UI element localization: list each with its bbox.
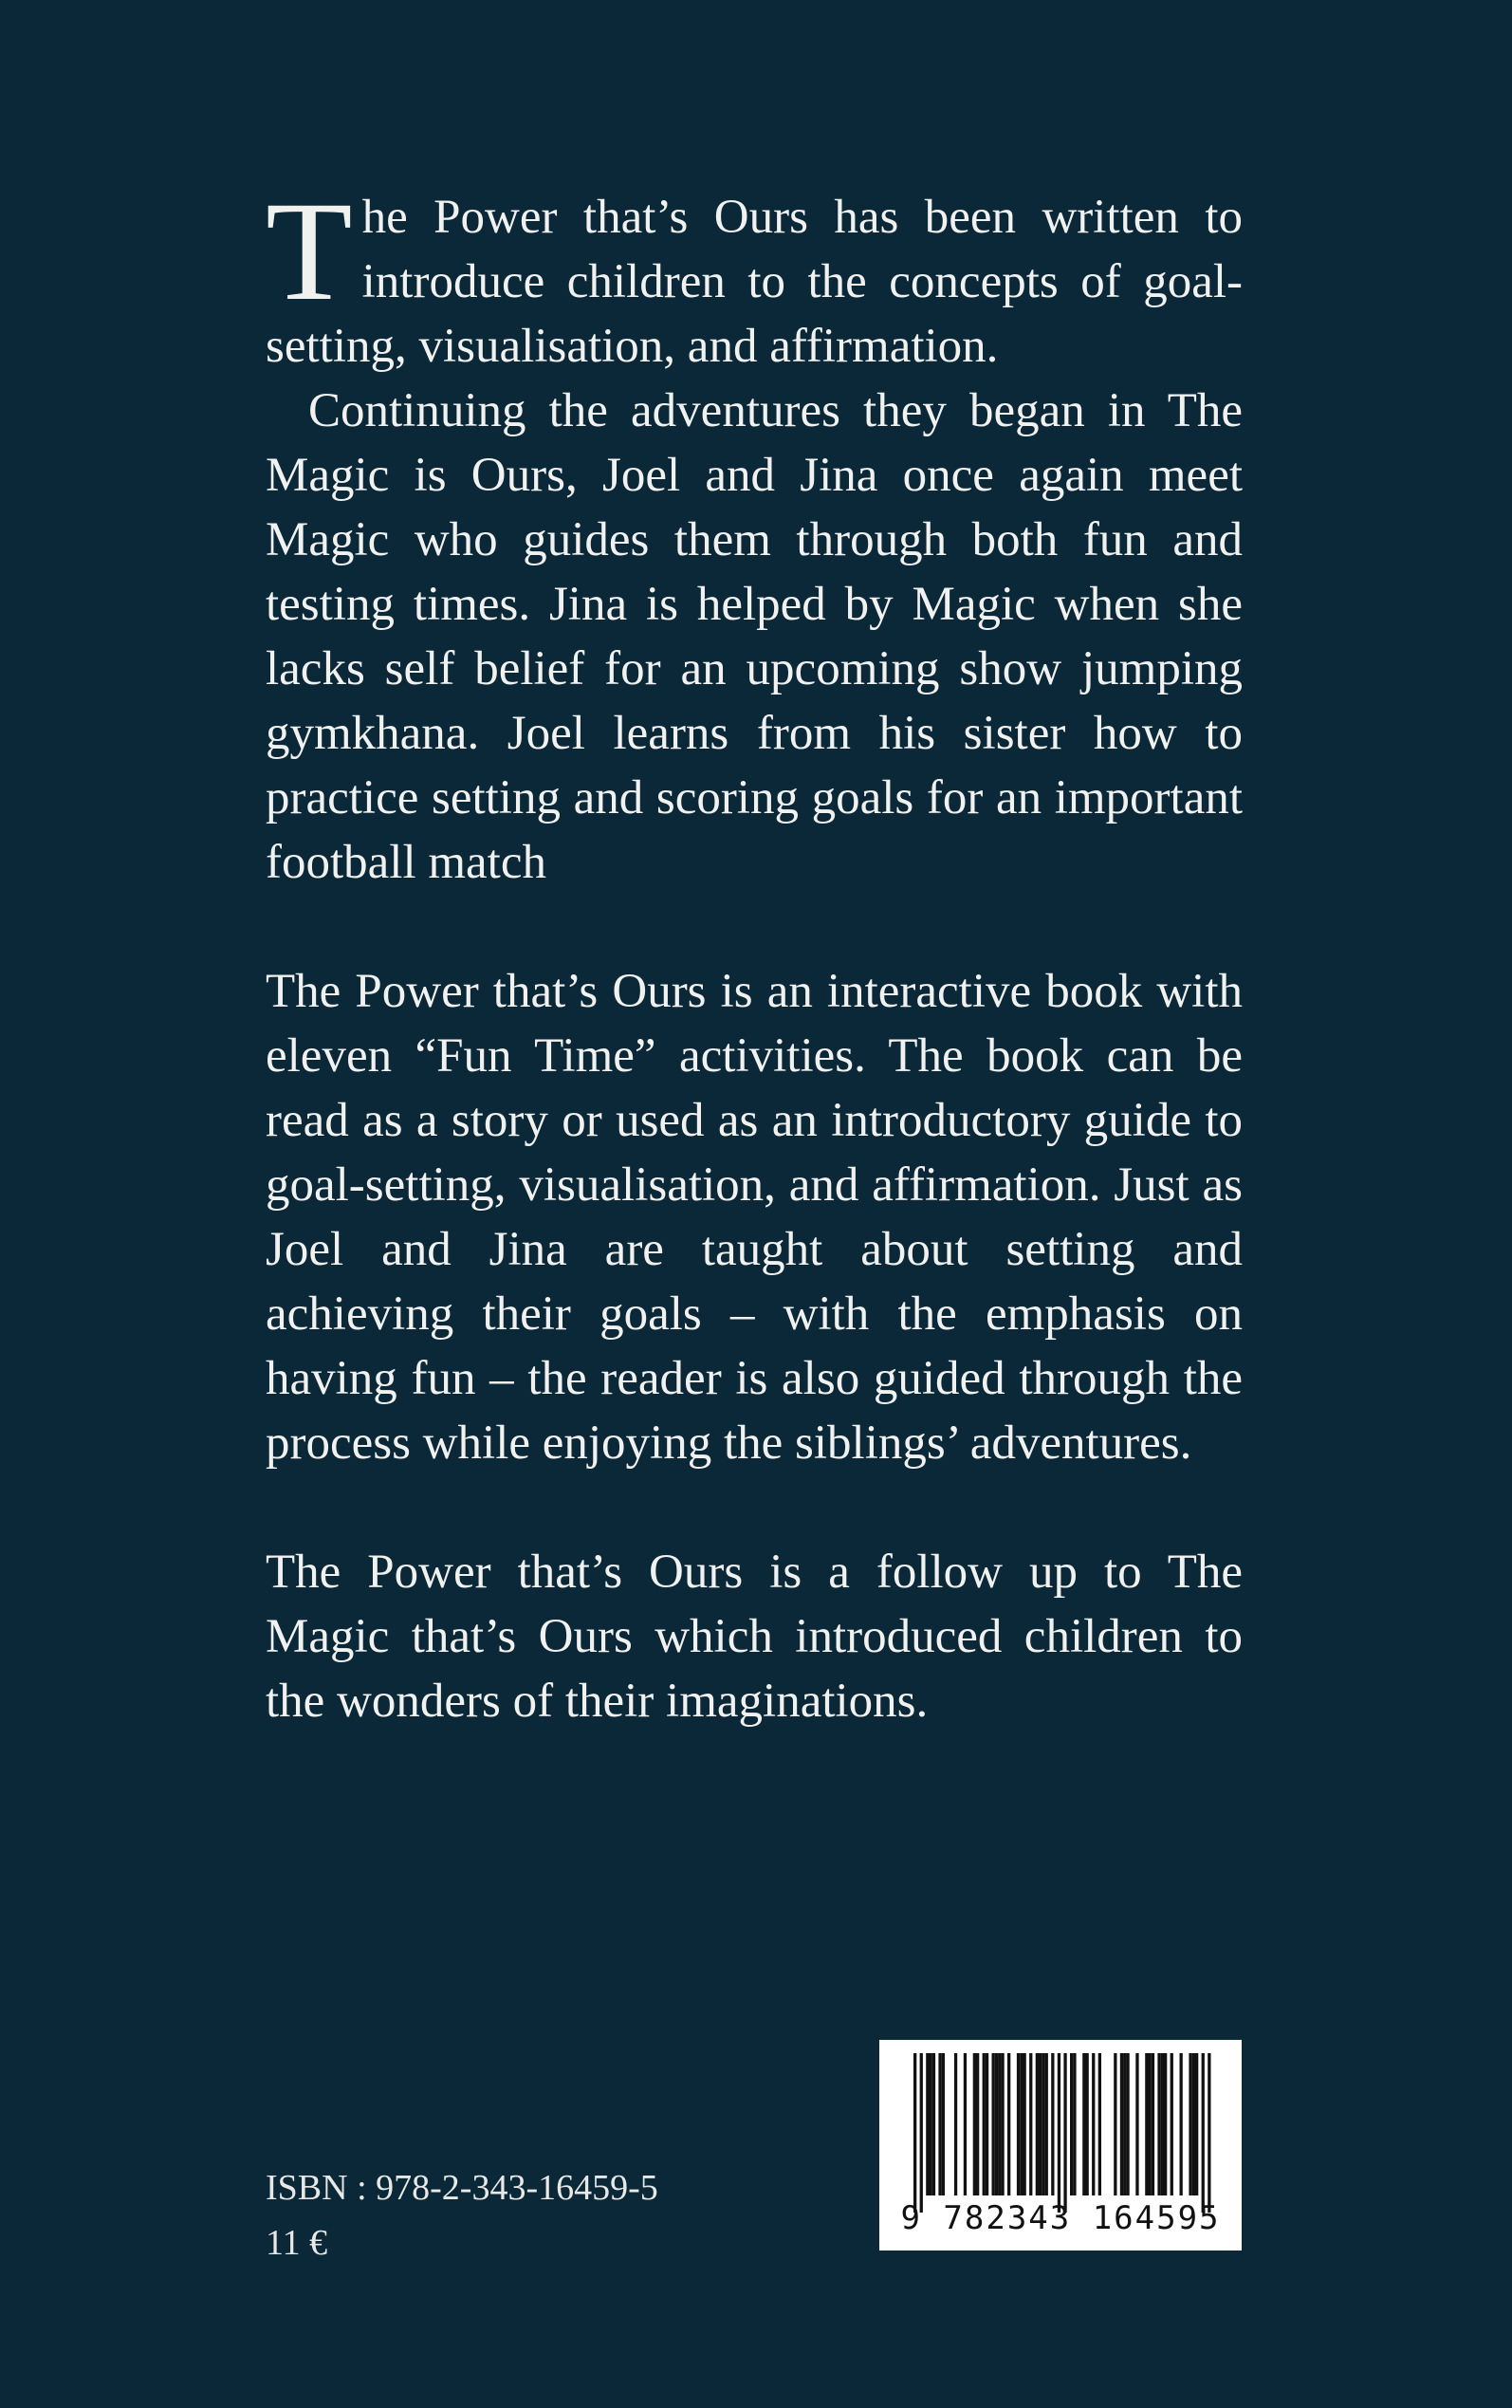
blurb-paragraph-1 — [266, 173, 1243, 379]
barcode-bar — [1029, 2053, 1032, 2195]
barcode-bar — [1161, 2053, 1164, 2195]
barcode-bar — [1092, 2053, 1095, 2195]
barcode-bar — [976, 2053, 979, 2195]
barcode-guard-bar — [1208, 2053, 1210, 2213]
barcode-bar — [1001, 2053, 1004, 2195]
barcode-bar — [1149, 2053, 1152, 2195]
barcode-bar — [1180, 2053, 1183, 2195]
barcode-bar — [1073, 2053, 1076, 2195]
barcode-bar — [1171, 2053, 1173, 2195]
barcode-bar — [1020, 2053, 1023, 2195]
barcode-bar — [1126, 2053, 1129, 2195]
blurb-paragraph-4: The Power that’s Ours is a follow up to The Magic that’s Ours which introduced children to the wonders of their imaginations. — [266, 1546, 1243, 1728]
blurb-paragraph-2: Continuing the adventures they began in The Magic is Ours, Joel and Jina once again meet Magic who guides them through both fun and testing times. Jina is helped by Magic when she lacks self belief for an upcoming show jumping gymkhana. Joel learns from his sister how to practice setting and scoring goals for an important football match — [266, 384, 1243, 889]
barcode-number: 9 782343 164595 — [900, 2199, 1221, 2237]
barcode-bar — [1036, 2053, 1039, 2195]
drop-cap: T — [266, 173, 353, 330]
barcode-bar — [1045, 2053, 1048, 2195]
barcode-bar — [1114, 2053, 1116, 2195]
barcode-guard-bar — [1058, 2053, 1060, 2213]
barcode-bar — [1023, 2053, 1026, 2195]
barcode-bar — [1157, 2053, 1160, 2195]
barcode-bar — [1145, 2053, 1148, 2195]
blurb-paragraph-1-text: he Power that’s Ours has been written to introduce children to the concepts of goal-setting, visualisation, and affirmation. — [266, 191, 1243, 373]
barcode-bar — [954, 2053, 957, 2195]
barcode-bar — [1192, 2053, 1195, 2195]
barcode-bar — [938, 2053, 941, 2195]
barcode-bar — [1152, 2053, 1154, 2195]
barcode-bar — [930, 2053, 932, 2195]
barcode-bar — [932, 2053, 935, 2195]
barcode-guard-bar — [920, 2053, 923, 2213]
barcode-bar — [1189, 2053, 1191, 2195]
barcode-bar — [1007, 2053, 1010, 2195]
barcode-guard-bar — [913, 2053, 916, 2213]
barcode-bar — [1195, 2053, 1198, 2195]
barcode-bar — [998, 2053, 1001, 2195]
barcode-bar — [926, 2053, 929, 2195]
barcode-guard-bar — [1202, 2053, 1205, 2213]
barcode-bar — [964, 2053, 967, 2195]
barcode-bar — [942, 2053, 945, 2195]
barcode-bar — [1042, 2053, 1044, 2195]
barcode-bar — [1070, 2053, 1073, 2195]
barcode-bar — [1123, 2053, 1126, 2195]
barcode-bar — [1120, 2053, 1123, 2195]
barcode-bar — [1164, 2053, 1167, 2195]
blurb-paragraph-3: The Power that’s Ours is an interactive book with eleven “Fun Time” activities. The book can be read as a story or used as an introductory guide to goal-setting, visualisation, and affirmation. Just as Joel and Jina are taught about setting and achieving their goals – with the emphasis on having fun – the reader is also guided through the process while enjoying the siblings’ adventures. — [266, 965, 1243, 1470]
barcode-bar — [1082, 2053, 1085, 2195]
barcode-bar — [1039, 2053, 1042, 2195]
barcode-bar — [1051, 2053, 1054, 2195]
barcode-bar — [983, 2053, 986, 2195]
barcode-bar — [992, 2053, 995, 2195]
barcode — [879, 2040, 1242, 2251]
barcode-guard-bar — [1063, 2053, 1066, 2213]
barcode-bar — [973, 2053, 976, 2195]
barcode-bar — [986, 2053, 988, 2195]
barcode-bar — [995, 2053, 998, 2195]
barcode-bar — [1086, 2053, 1089, 2195]
price-label: 11 € — [266, 2223, 328, 2263]
isbn-label: ISBN : 978-2-343-16459-5 — [266, 2168, 658, 2208]
barcode-bar — [1017, 2053, 1020, 2195]
blurb — [266, 173, 1243, 1733]
barcode-bar — [1135, 2053, 1138, 2195]
barcode-bar — [1098, 2053, 1101, 2195]
